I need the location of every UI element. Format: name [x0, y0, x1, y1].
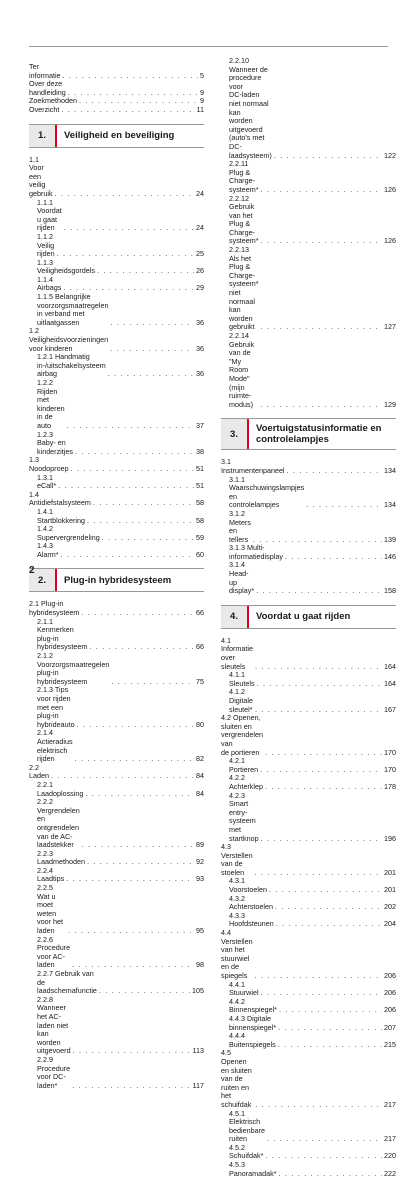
toc-entry-title: Overzicht: [29, 104, 60, 114]
dot-leader: [70, 961, 194, 970]
toc-entry-title: 3.1.3 Multi-informatiedisplay: [229, 543, 283, 561]
toc-entry-page: 170: [384, 747, 396, 757]
toc-entry[interactable]: [29, 474, 204, 491]
toc-entry-title: 4.3.1 Voorstoelen: [229, 876, 267, 895]
toc-entry-page: 178: [384, 781, 396, 791]
page-number: 2: [29, 565, 35, 576]
toc-entry-title: 4.2.3 Smart entry-systeem met startknop: [229, 790, 259, 843]
toc-entry-page: 129: [384, 399, 396, 409]
toc-entry-title: 1.3 Noodoproep: [29, 455, 69, 473]
dot-leader: [73, 755, 194, 764]
toc-entry[interactable]: [221, 195, 396, 247]
toc-entry-title: 4.4.3 Digitale binnenspiegel*: [229, 1013, 277, 1032]
toc-entry-page: 36: [196, 317, 204, 327]
toc-entry-title: 3.1.4 Head-up display*: [229, 560, 255, 596]
dot-leader: [255, 680, 382, 689]
section-heading: [29, 124, 204, 148]
toc-entry[interactable]: [221, 714, 396, 757]
toc-entry-page: 25: [196, 249, 204, 259]
toc-entry-title: 2.2.12 Gebruik van het Plug & Charge-systeem*: [229, 193, 259, 246]
dot-leader: [259, 186, 382, 195]
dot-leader: [70, 1082, 190, 1091]
dot-leader: [65, 422, 194, 431]
toc-entry-page: 84: [196, 771, 204, 781]
toc-entry[interactable]: [29, 618, 204, 652]
toc-entry-page: 127: [384, 322, 396, 332]
toc-entry-title: 1.4 Antidiefstalsysteem: [29, 489, 91, 508]
toc-entry[interactable]: [29, 764, 204, 781]
toc-entry-title: 1.3.1 eCall*: [37, 472, 57, 491]
toc-entry-title: 2.1.1 Kenmerken plug-in hybridesysteem: [37, 616, 88, 652]
toc-entry-page: 206: [384, 988, 396, 998]
toc-entry-page: 222: [384, 1168, 396, 1178]
toc-entry-page: 89: [196, 840, 204, 850]
toc-entry[interactable]: [29, 781, 204, 798]
toc-entry-title: 3.1.2 Meters en tellers: [229, 508, 251, 544]
toc-entry-title: 2.2 Laden: [29, 762, 49, 781]
dot-leader: [267, 886, 382, 895]
dot-leader: [55, 250, 194, 259]
toc-entry-title: 1.2.1 Handmatig in-/uitschakelsysteem airbag: [37, 352, 106, 379]
toc-entry-page: 206: [384, 971, 396, 980]
dot-leader: [259, 835, 382, 844]
toc-entry-title: 2.2.10 Wanneer de procedure voor DC-laden niet normaal kan worden uitgevoerd (auto's met DC-laadsysteem): [229, 56, 272, 160]
toc-entry-page: 5: [200, 70, 204, 80]
toc-entry[interactable]: [221, 895, 396, 912]
dot-leader: [258, 766, 382, 775]
toc-entry[interactable]: [221, 57, 396, 160]
toc-entry-title: 2.2.3 Laadmethoden: [37, 848, 85, 867]
toc-entry[interactable]: [29, 353, 204, 379]
toc-entry[interactable]: [29, 884, 204, 936]
dot-leader: [251, 536, 382, 545]
toc-entry-page: 134: [384, 465, 396, 475]
toc-entry-page: 37: [196, 420, 204, 430]
toc-column-left: [29, 63, 204, 1090]
toc-entry-title: 4.2 Openen, sluiten en vergrendelen van de portieren: [221, 713, 263, 757]
toc-entry-page: 117: [192, 1080, 204, 1090]
toc-entry-title: 1.1 Voor een veilig gebruik: [29, 154, 53, 198]
toc-entry-page: 36: [196, 343, 204, 353]
toc-entry-page: 9: [200, 96, 204, 106]
toc-entry[interactable]: [221, 774, 396, 791]
toc-entry-title: 4.3.3 Hoofdsteunen: [229, 910, 274, 929]
toc-entry-title: 1.2.3 Baby- en kinderzitjes: [37, 429, 73, 456]
toc-entry[interactable]: [221, 981, 396, 998]
dot-leader: [108, 345, 194, 354]
toc-entry[interactable]: [221, 1161, 396, 1178]
toc-entry-page: 167: [384, 704, 396, 714]
toc-entry-page: 146: [384, 551, 396, 561]
dot-leader: [106, 370, 194, 379]
toc-entry-page: 58: [196, 515, 204, 525]
toc-entry-page: 26: [196, 266, 204, 276]
toc-entry-title: 4.4.1 Stuurwiel: [229, 979, 259, 998]
toc-entry[interactable]: [29, 508, 204, 525]
toc-entry-page: 84: [196, 788, 204, 798]
toc-entry-page: 66: [196, 608, 204, 618]
toc-entry-title: 4.1.1 Sleutels: [229, 670, 255, 688]
toc-entry[interactable]: [29, 525, 204, 542]
toc-entry-page: 217: [384, 1099, 396, 1109]
toc-entry-page: 36: [196, 369, 204, 379]
toc-entry-page: 206: [384, 1005, 396, 1015]
toc-entry[interactable]: [221, 877, 396, 894]
toc-entry[interactable]: [29, 1056, 204, 1090]
dot-leader: [75, 721, 194, 730]
section-number: 4.: [221, 606, 249, 628]
toc-entry-page: 82: [196, 754, 204, 764]
toc-entry[interactable]: [29, 729, 204, 763]
toc-entry-title: 1.1.3 Veiligheidsgordels: [37, 257, 95, 276]
section-title: Veiligheid en beveiliging: [64, 130, 175, 142]
toc-entry[interactable]: [29, 63, 204, 80]
toc-entry-title: 4.3 Verstellen van de stoelen: [221, 842, 253, 877]
dot-leader: [276, 1041, 382, 1050]
dot-leader: [253, 663, 382, 672]
dot-leader: [259, 323, 382, 332]
toc-entry-title: 1.1.1 Voordat u gaat rijden: [37, 197, 62, 233]
toc-entry[interactable]: [29, 491, 204, 508]
toc-entry-title: 4.5.1 Elektrisch bedienbare ruiten: [229, 1108, 265, 1144]
toc-entry-page: 202: [384, 902, 396, 912]
dot-leader: [263, 1152, 382, 1161]
toc-entry[interactable]: [29, 80, 204, 97]
section-title: Plug-in hybridesysteem: [64, 574, 172, 586]
toc-entry[interactable]: [29, 850, 204, 867]
dot-leader: [283, 553, 382, 562]
toc-entry[interactable]: [221, 1144, 396, 1161]
toc-entry-title: 4.5 Openen en sluiten van de ruiten en het schuifdak: [221, 1048, 252, 1109]
toc-entry[interactable]: [221, 792, 396, 844]
toc-entry-title: 2.2.7 Gebruik van de laadschemafunctie: [37, 969, 97, 996]
toc-entry-page: 201: [384, 867, 396, 877]
toc-entry-title: 4.1.2 Digitale sleutel*: [229, 687, 253, 714]
toc-entry[interactable]: [29, 867, 204, 884]
toc-entry-page: 220: [384, 1151, 396, 1161]
toc-entry-page: 51: [196, 463, 204, 473]
dot-leader: [62, 224, 194, 233]
toc-entry[interactable]: [221, 561, 396, 595]
toc-entry[interactable]: [221, 1015, 396, 1032]
section-number: 3.: [221, 419, 249, 449]
toc-entry-page: 80: [196, 719, 204, 729]
toc-entry-page: 105: [192, 986, 204, 996]
toc-entry-title: 2.1.2 Voorzorgsmaatregelen plug-in hybridesysteem: [37, 651, 110, 686]
toc-entry-title: 3.1.1 Waarschuwingslampjes en controlelampjes: [229, 474, 305, 510]
dot-leader: [263, 783, 382, 792]
toc-entry[interactable]: [29, 970, 204, 996]
dot-leader: [109, 678, 194, 687]
toc-entry[interactable]: [29, 259, 204, 276]
toc-entry[interactable]: [29, 379, 204, 431]
toc-entry-page: 122: [384, 150, 396, 160]
toc-entry-title: 2.2.13 Als het Plug & Charge-systeem* niet normaal kan worden gebruikt: [229, 245, 259, 332]
toc-entry-page: 196: [384, 833, 396, 843]
toc-entry-page: 51: [196, 481, 204, 491]
toc-entry[interactable]: [29, 431, 204, 457]
toc-entry[interactable]: [221, 637, 396, 671]
toc-entry[interactable]: [221, 1110, 396, 1144]
dot-leader: [97, 987, 190, 996]
toc-entry-page: 92: [196, 857, 204, 867]
dot-leader: [91, 499, 194, 508]
section-heading: [29, 568, 204, 592]
toc-entry-page: 9: [200, 87, 204, 97]
dot-leader: [254, 587, 382, 596]
dot-leader: [53, 190, 194, 199]
dot-leader: [71, 1047, 191, 1056]
toc-entry-title: 4.4.4 Buitenspiegels: [229, 1031, 276, 1049]
toc-entry-title: 2.1 Plug-in hybridesysteem: [29, 599, 80, 618]
toc-entry[interactable]: [221, 929, 396, 981]
toc-entry-page: 60: [196, 549, 204, 559]
section-title: Voordat u gaat rijden: [256, 611, 351, 623]
toc-entry-title: 2.1.4 Actieradius elektrisch rijden: [37, 728, 73, 764]
section-title: Voertuigstatusinformatie en controlelampjes: [256, 423, 382, 446]
toc-entry-page: 59: [196, 532, 204, 542]
toc-entry-title: Zoekmethoden: [29, 96, 77, 106]
toc-entry[interactable]: [221, 476, 396, 510]
toc-entry-title: 3.1 Instrumentenpaneel: [221, 457, 285, 475]
dot-leader: [274, 920, 382, 929]
dot-leader: [59, 551, 194, 560]
toc-entry-page: 24: [196, 188, 204, 198]
top-rule: [29, 46, 388, 47]
toc-entry[interactable]: [221, 160, 396, 194]
dot-leader: [277, 1170, 382, 1178]
dot-leader: [66, 927, 194, 936]
toc-entry-title: 1.1.5 Belangrijke voorzorgsmaatregelen in verband met uitlaatgassen: [37, 292, 109, 327]
toc-entry-page: 93: [196, 874, 204, 884]
section-heading: [221, 605, 396, 629]
toc-entry-page: 170: [384, 764, 396, 774]
dot-leader: [272, 152, 382, 161]
toc-entry-page: 113: [192, 1046, 204, 1056]
toc-entry[interactable]: [29, 686, 204, 729]
toc-entry-title: 2.2.5 Wat u moet weten voor het laden: [37, 883, 63, 936]
dot-leader: [77, 97, 198, 106]
dot-leader: [56, 482, 194, 491]
toc-entry[interactable]: [29, 327, 204, 353]
toc-entry[interactable]: [221, 510, 396, 544]
dot-leader: [79, 609, 194, 618]
toc-entry[interactable]: [221, 246, 396, 332]
dot-leader: [80, 841, 194, 850]
toc-entry-title: 1.1.4 Airbags: [37, 274, 62, 293]
dot-leader: [273, 903, 382, 912]
toc-entry-title: 2.2.9 Procedure voor DC-laden*: [37, 1054, 71, 1090]
dot-leader: [265, 1135, 382, 1144]
toc-entry-title: 2.2.1 Laadoplossing: [37, 779, 84, 798]
toc-entry-title: 1.2.2 Rijden met kinderen in de auto: [37, 378, 65, 430]
dot-leader: [109, 319, 194, 328]
toc-entry-page: 126: [384, 236, 396, 246]
dot-leader: [276, 1024, 382, 1033]
toc-entry-title: 2.2.2 Vergrendelen en ontgrendelen van de AC-laadstekker: [37, 797, 80, 850]
dot-leader: [66, 89, 198, 98]
toc-entry[interactable]: [29, 156, 204, 199]
toc-entry[interactable]: [29, 199, 204, 233]
dot-leader: [95, 267, 194, 276]
toc-entry-page: 75: [196, 676, 204, 686]
toc-entry-title: 2.1.3 Tips voor rijden met een plug-in hybrideauto: [37, 685, 75, 729]
toc-entry-page: 95: [196, 926, 204, 936]
toc-entry-title: 2.2.8 Wanneer het AC-laden niet kan worden uitgevoerd: [37, 994, 71, 1056]
toc-entry-title: 2.2.6 Procedure voor AC-laden: [37, 934, 71, 970]
toc-entry[interactable]: [29, 542, 204, 559]
toc-entry-title: 1.2 Veiligheidsvoorzieningen voor kinderen: [29, 326, 109, 353]
dot-leader: [258, 401, 382, 410]
dot-leader: [259, 989, 382, 998]
dot-leader: [85, 517, 194, 526]
toc-entry[interactable]: [29, 293, 204, 327]
toc-entry-page: 164: [384, 678, 396, 688]
toc-entry[interactable]: [29, 996, 204, 1056]
toc-entry[interactable]: [29, 276, 204, 293]
toc-entry[interactable]: [221, 458, 396, 475]
dot-leader: [73, 448, 194, 457]
toc-entry-title: 2.2.14 Gebruik van de "My Room Mode" (mijn ruimte-modus): [229, 331, 255, 409]
toc-entry[interactable]: [221, 1049, 396, 1109]
dot-leader: [49, 772, 194, 781]
toc-entry[interactable]: [29, 233, 204, 259]
dot-leader: [263, 749, 382, 758]
toc-entry[interactable]: [29, 106, 204, 115]
toc-entry-title: 4.2.2 Achterklep: [229, 773, 263, 791]
toc-entry-page: 164: [384, 661, 396, 671]
toc-entry-title: 4.3.2 Achterstoelen: [229, 893, 273, 912]
section-heading: [221, 418, 396, 450]
dot-leader: [85, 858, 194, 867]
toc-entry-page: 134: [384, 500, 396, 510]
dot-leader: [100, 534, 194, 543]
toc-entry-title: 2.2.4 Laadtips: [37, 865, 65, 884]
dot-leader: [259, 237, 382, 246]
dot-leader: [253, 972, 382, 981]
toc-entry-page: 158: [384, 586, 396, 596]
toc-entry-title: 4.1 Informatie over sleutels: [221, 635, 253, 671]
dot-leader: [304, 501, 382, 510]
toc-entry-title: Over deze handleiding: [29, 79, 66, 97]
toc-column-right: [221, 57, 396, 1178]
toc-entry-title: 1.4.2 Supervergrendeling: [37, 524, 100, 542]
dot-leader: [253, 1101, 382, 1110]
dot-leader: [277, 1006, 382, 1015]
toc-entry-title: 4.2.1 Portieren: [229, 756, 259, 774]
toc-entry-title: 4.4 Verstellen van het stuurwiel en de spiegels: [221, 928, 253, 980]
dot-leader: [253, 869, 382, 878]
toc-entry-title: 1.4.1 Startblokkering: [37, 506, 85, 525]
dot-leader: [69, 465, 194, 474]
toc-entry[interactable]: [221, 688, 396, 714]
toc-entry-page: 29: [196, 283, 204, 293]
toc-entry[interactable]: [29, 652, 204, 686]
toc-entry[interactable]: [221, 912, 396, 929]
dot-leader: [87, 643, 194, 652]
dot-leader: [285, 467, 382, 476]
toc-entry-page: 201: [384, 885, 396, 895]
toc-entry-page: 11: [196, 104, 204, 114]
toc-entry-page: 139: [384, 534, 396, 544]
toc-entry-page: 126: [384, 184, 396, 194]
toc-entry-title: 1.4.3 Alarm*: [37, 541, 59, 559]
dot-leader: [64, 875, 194, 884]
toc-entry-title: 2.2.11 Plug & Charge-systeem*: [229, 159, 259, 194]
dot-leader: [83, 790, 194, 799]
toc-entry[interactable]: [29, 936, 204, 970]
toc-entry-page: 58: [196, 498, 204, 508]
toc-entry[interactable]: [29, 798, 204, 850]
toc-entry-page: 217: [384, 1134, 396, 1144]
toc-entry-page: 66: [196, 642, 204, 652]
toc-entry-title: 4.5.2 Schuifdak*: [229, 1142, 264, 1161]
toc-entry-title: 4.4.2 Binnenspiegel*: [229, 996, 277, 1015]
dot-leader: [253, 706, 382, 715]
toc-entry[interactable]: [221, 757, 396, 774]
section-number: 1.: [29, 125, 57, 147]
toc-entry[interactable]: [221, 544, 396, 561]
toc-entry-title: Ter informatie: [29, 62, 61, 80]
toc-entry[interactable]: [221, 671, 396, 688]
toc-entry-page: 215: [384, 1039, 396, 1049]
toc-entry-page: 38: [196, 446, 204, 456]
toc-entry[interactable]: [221, 1032, 396, 1049]
toc-entry-title: 4.5.3 Panoramadak*: [229, 1160, 277, 1178]
toc-entry[interactable]: [221, 998, 396, 1015]
toc-entry-page: 207: [384, 1022, 396, 1032]
toc-entry[interactable]: [29, 456, 204, 473]
toc-entry-page: 204: [384, 919, 396, 929]
toc-entry[interactable]: [29, 600, 204, 617]
toc-entry[interactable]: [221, 843, 396, 877]
section-number: 2.: [29, 569, 57, 591]
toc-entry-page: 98: [196, 960, 204, 970]
toc-entry-page: 24: [196, 223, 204, 233]
toc-entry-title: 1.1.2 Veilig rijden: [37, 231, 55, 259]
dot-leader: [61, 72, 198, 81]
toc-entry[interactable]: [221, 332, 396, 409]
dot-leader: [59, 106, 194, 115]
